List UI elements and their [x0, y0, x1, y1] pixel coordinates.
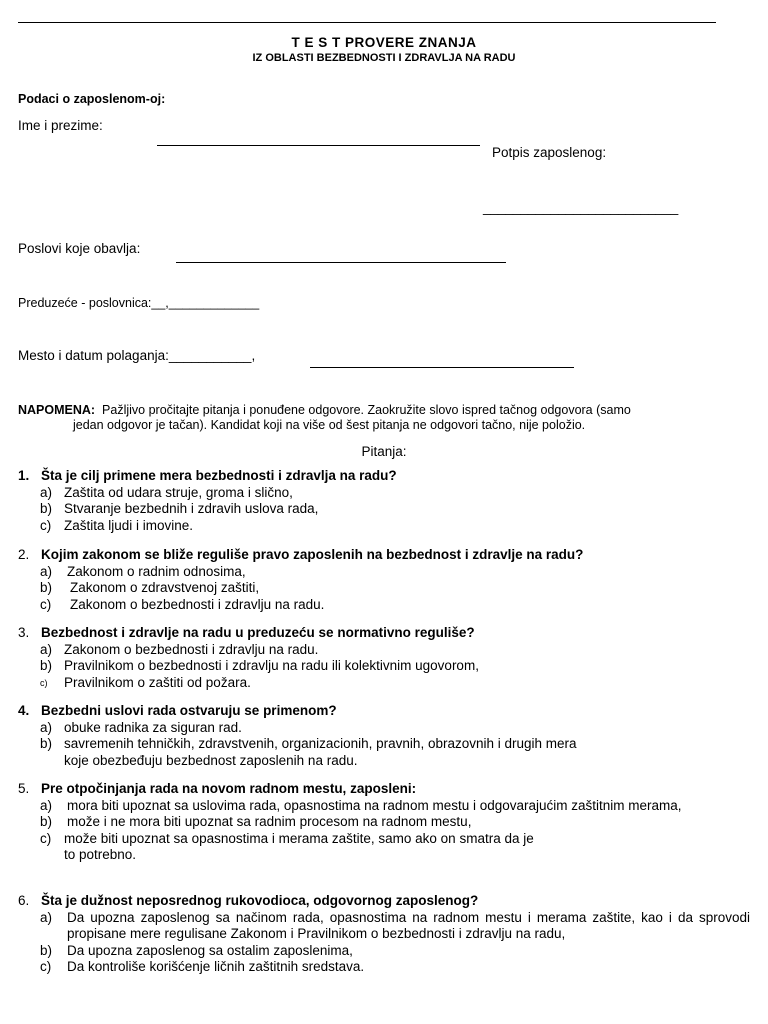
question-number: 5.	[18, 781, 30, 796]
option-key: b)	[40, 814, 53, 829]
option-text: mora biti upoznat sa uslovima rada, opasnostima na radnom mestu i odgovarajućim zaštitnim merama,	[67, 797, 682, 813]
question-text: Bezbedni uslovi rada ostvaruju se primenom?	[41, 703, 337, 718]
question-1	[18, 468, 750, 534]
answer-option[interactable]	[18, 642, 750, 659]
option-key: c)	[40, 959, 52, 974]
question-number: 4.	[18, 703, 30, 718]
option-key: c)	[40, 596, 52, 612]
answer-option[interactable]	[18, 943, 750, 960]
option-text: Zakonom o radnim odnosima,	[67, 563, 246, 579]
option-key: c)	[40, 677, 48, 688]
option-key: c)	[40, 517, 52, 533]
question-number: 2.	[18, 547, 30, 562]
option-text: to potrebno.	[64, 847, 137, 862]
answer-option[interactable]	[18, 720, 750, 737]
employee-section-label: Podaci o zaposlenom-oj:	[18, 92, 166, 106]
option-key: a)	[40, 797, 53, 813]
answer-option[interactable]	[18, 485, 750, 502]
question-3	[18, 625, 750, 691]
question-6	[18, 893, 750, 976]
company-row	[18, 296, 259, 310]
question-text: Bezbednost i zdravlje na radu u preduzeću se normativno reguliše?	[41, 625, 475, 640]
option-key: b)	[40, 736, 53, 751]
option-text: Zakonom o zdravstvenoj zaštiti,	[70, 580, 260, 595]
document-subtitle: IZ OBLASTI BEZBEDNOSTI I ZDRAVLJA NA RADU	[252, 52, 516, 64]
question-text: Šta je dužnost neposrednog rukovodioca, odgovornog zaposlenog?	[41, 893, 479, 908]
option-key: a)	[40, 484, 53, 500]
company-label: Preduzeće - poslovnica:	[18, 296, 152, 310]
answer-option-continuation	[18, 753, 750, 770]
option-text: Pravilnikom o zaštiti od požara.	[64, 674, 251, 690]
name-field-line[interactable]	[157, 145, 480, 146]
place-date-field-line[interactable]: ___________	[168, 348, 252, 363]
answer-option[interactable]	[18, 580, 750, 597]
option-key: c)	[40, 830, 52, 846]
question-number: 3.	[18, 625, 30, 640]
questions-heading: Pitanja:	[361, 444, 407, 459]
answer-option[interactable]	[18, 518, 750, 535]
answer-option[interactable]	[18, 959, 750, 976]
option-text: koje obezbeđuju bezbednost zaposlenih na radu.	[64, 752, 358, 768]
question-number: 6.	[18, 893, 30, 908]
option-text: savremenih tehničkih, zdravstvenih, organizacionih, pravnih, obrazovnih i drugih mera	[64, 736, 577, 751]
company-field-tail[interactable]: ___	[238, 296, 260, 310]
answer-option[interactable]	[18, 736, 750, 753]
question-2	[18, 547, 750, 613]
question-5	[18, 781, 750, 864]
option-key: b)	[40, 580, 53, 595]
option-key: b)	[40, 501, 53, 516]
note-text-1: Pažljivo pročitajte pitanja i ponuđene odgovore. Zaokružite slovo ispred tačnog odgovora (samo	[102, 403, 631, 417]
document-title: T E S T PROVERE ZNANJA	[291, 35, 477, 50]
question-text: Šta je cilj primene mera bezbednosti i zdravlja na radu?	[41, 468, 397, 483]
option-key: a)	[40, 719, 53, 735]
answer-option[interactable]	[18, 597, 750, 614]
option-text: Zakonom o bezbednosti i zdravlju na radu.	[64, 641, 319, 657]
question-number: 1.	[18, 468, 30, 483]
option-text: Stvaranje bezbednih i zdravih uslova rada,	[64, 501, 319, 516]
jobs-field-line[interactable]	[176, 262, 506, 263]
option-text: Da upozna zaposlenog sa načinom rada, opasnostima na radnom mestu i merama zaštite, kao i da sprovodi propisane mere regulisane Zakonom i Pravilnikom o bezbednosti i zdravlju na radu,	[67, 909, 750, 941]
question-text: Pre otpočinjanja rada na novom radnom mestu, zaposleni:	[41, 781, 417, 796]
option-text: može biti upoznat sa opasnostima i merama zaštite, samo ako on smatra da je	[64, 830, 534, 846]
answer-option[interactable]	[18, 501, 750, 518]
option-text: Zaštita ljudi i imovine.	[64, 517, 194, 533]
note-block	[18, 402, 748, 418]
answer-option[interactable]	[18, 658, 750, 675]
option-key: a)	[40, 909, 53, 925]
place-date-row	[18, 348, 255, 363]
option-text: može i ne mora biti upoznat sa radnim procesom na radnom mestu,	[67, 814, 472, 829]
answer-option[interactable]	[18, 675, 750, 692]
place-date-comma: ,	[251, 348, 256, 363]
option-text: obuke radnika za siguran rad.	[64, 719, 242, 735]
answer-option[interactable]	[18, 910, 750, 943]
answer-option-continuation	[18, 847, 750, 864]
answer-option[interactable]	[18, 564, 750, 581]
option-text: Pravilnikom o bezbednosti i zdravlju na radu ili kolektivnim ugovorom,	[64, 658, 479, 673]
note-text-2: jedan odgovor je tačan). Kandidat koji na više od šest pitanja ne odgovori tačno, nije položio.	[73, 418, 586, 432]
name-label: Ime i prezime:	[18, 118, 103, 133]
option-key: a)	[40, 641, 53, 657]
company-field-line[interactable]: __,__________	[151, 296, 239, 310]
answer-option[interactable]	[18, 798, 750, 815]
option-key: b)	[40, 658, 53, 673]
top-rule	[18, 22, 716, 23]
option-text: Da kontroliše korišćenje ličnih zaštitnih sredstava.	[67, 959, 365, 974]
signature-label: Potpis zaposlenog:	[492, 145, 607, 160]
question-text: Kojim zakonom se bliže reguliše pravo zaposlenih na bezbednost i zdravlje na radu?	[41, 547, 584, 562]
answer-option[interactable]	[18, 814, 750, 831]
option-key: a)	[40, 563, 53, 579]
option-text: Da upozna zaposlenog sa ostalim zaposlenima,	[67, 942, 353, 958]
jobs-label: Poslovi koje obavlja:	[18, 241, 141, 256]
option-text: Zaštita od udara struje, groma i slično,	[64, 484, 293, 500]
signature-field-line[interactable]: __________________________	[483, 200, 679, 215]
place-date-extra-line[interactable]	[310, 367, 574, 368]
note-label: NAPOMENA:	[18, 403, 96, 417]
answer-option[interactable]	[18, 831, 750, 848]
option-key: b)	[40, 942, 53, 958]
option-text: Zakonom o bezbednosti i zdravlju na radu.	[70, 596, 325, 612]
place-date-label: Mesto i datum polaganja:	[18, 348, 169, 363]
question-4	[18, 703, 750, 769]
